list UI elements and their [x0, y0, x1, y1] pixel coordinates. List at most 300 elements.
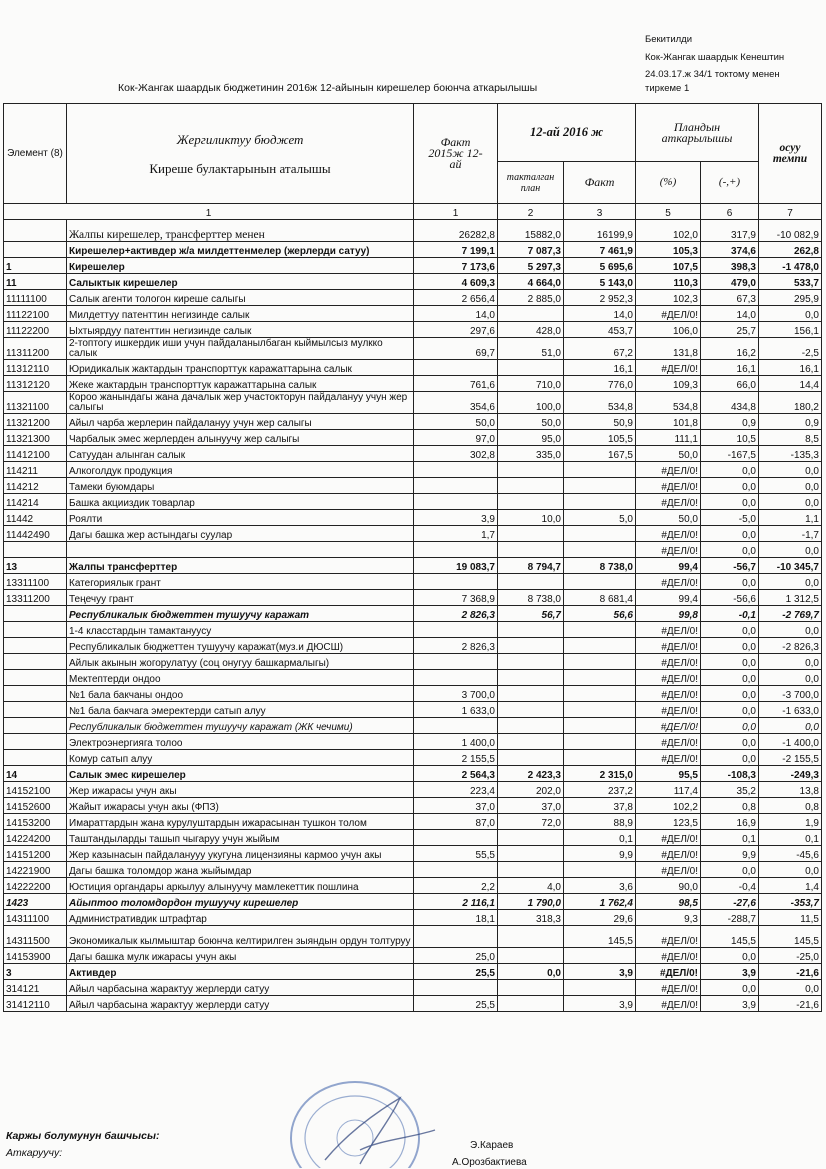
- row-code: 31412110: [4, 996, 67, 1012]
- row-delta: 0,0: [701, 494, 759, 510]
- row-growth: 0,9: [759, 414, 822, 430]
- row-delta: 0,0: [701, 622, 759, 638]
- row-plan: [498, 734, 564, 750]
- index-cell: 5: [636, 204, 701, 220]
- row-plan: 100,0: [498, 392, 564, 414]
- table-row: [4, 894, 822, 910]
- row-fact-2015: [414, 980, 498, 996]
- row-name: Жер казынасын пайдаланууу укугуна лицензияны кармоо учун акы: [67, 846, 414, 862]
- row-code: 11321200: [4, 414, 67, 430]
- row-name: 2-топтогу ишкердик иши учун пайдаланылбаган кыймылсыз мулкко салык: [67, 338, 414, 360]
- header-fact-2015: Факт 2015ж 12-ай: [414, 104, 498, 204]
- row-fact-2015: 37,0: [414, 798, 498, 814]
- row-plan: 335,0: [498, 446, 564, 462]
- row-code: 14222200: [4, 878, 67, 894]
- row-plan: 1 790,0: [498, 894, 564, 910]
- row-fact: 9,9: [564, 846, 636, 862]
- row-name: №1 бала бакчаны ондоо: [67, 686, 414, 702]
- table-row: [4, 574, 822, 590]
- row-name: Республикалык бюджеттен тушуучу каражат(муз.и ДЮСШ): [67, 638, 414, 654]
- row-fact-2015: 97,0: [414, 430, 498, 446]
- row-delta: 0,0: [701, 462, 759, 478]
- row-fact-2015: 2 116,1: [414, 894, 498, 910]
- row-code: [4, 702, 67, 718]
- table-row: [4, 274, 822, 290]
- index-cell: 2: [498, 204, 564, 220]
- row-fact: [564, 862, 636, 878]
- row-percent: 123,5: [636, 814, 701, 830]
- row-percent: #ДЕЛ/0!: [636, 926, 701, 948]
- row-fact: [564, 542, 636, 558]
- row-plan: [498, 638, 564, 654]
- row-percent: 117,4: [636, 782, 701, 798]
- table-row: [4, 360, 822, 376]
- row-name: Жайыт ижарасы учун акы (ФПЗ): [67, 798, 414, 814]
- row-growth: 0,0: [759, 542, 822, 558]
- row-plan: 4,0: [498, 878, 564, 894]
- table-row: [4, 798, 822, 814]
- row-delta: 374,6: [701, 242, 759, 258]
- row-name: Юстиция органдары аркылуу алынуучу мамлекеттик пошлина: [67, 878, 414, 894]
- row-percent: 105,3: [636, 242, 701, 258]
- table-row: [4, 258, 822, 274]
- row-name: Административдик штрафтар: [67, 910, 414, 926]
- row-fact: 105,5: [564, 430, 636, 446]
- row-fact-2015: [414, 654, 498, 670]
- row-fact: 3,6: [564, 878, 636, 894]
- row-fact: 167,5: [564, 446, 636, 462]
- table-row: [4, 782, 822, 798]
- row-code: [4, 750, 67, 766]
- row-code: 11111100: [4, 290, 67, 306]
- row-fact-2015: 25,0: [414, 948, 498, 964]
- table-row: [4, 996, 822, 1012]
- row-percent: 106,0: [636, 322, 701, 338]
- row-code: 11321100: [4, 392, 67, 414]
- row-plan: [498, 846, 564, 862]
- row-delta: 0,0: [701, 670, 759, 686]
- row-percent: #ДЕЛ/0!: [636, 306, 701, 322]
- row-delta: 67,3: [701, 290, 759, 306]
- row-percent: 534,8: [636, 392, 701, 414]
- row-code: [4, 734, 67, 750]
- row-delta: 3,9: [701, 996, 759, 1012]
- row-percent: #ДЕЛ/0!: [636, 964, 701, 980]
- row-delta: 0,0: [701, 718, 759, 734]
- row-percent: #ДЕЛ/0!: [636, 494, 701, 510]
- row-percent: #ДЕЛ/0!: [636, 638, 701, 654]
- row-code: 114214: [4, 494, 67, 510]
- row-delta: 16,9: [701, 814, 759, 830]
- row-name: Салык агенти тологон киреше салыгы: [67, 290, 414, 306]
- row-plan: 56,7: [498, 606, 564, 622]
- table-row: [4, 306, 822, 322]
- row-plan: 428,0: [498, 322, 564, 338]
- row-plan: [498, 478, 564, 494]
- row-fact-2015: [414, 462, 498, 478]
- row-growth: 0,0: [759, 462, 822, 478]
- row-code: 11122200: [4, 322, 67, 338]
- row-growth: -25,0: [759, 948, 822, 964]
- row-delta: 434,8: [701, 392, 759, 414]
- row-fact: 776,0: [564, 376, 636, 392]
- row-fact: 8 681,4: [564, 590, 636, 606]
- row-name: Роялти: [67, 510, 414, 526]
- row-fact: 88,9: [564, 814, 636, 830]
- row-delta: 9,9: [701, 846, 759, 862]
- row-name: Короо жанындагы жана дачалык жер участокторун пайдалануу учун жер салыгы: [67, 392, 414, 414]
- row-code: 11412100: [4, 446, 67, 462]
- row-code: 1423: [4, 894, 67, 910]
- row-plan: [498, 980, 564, 996]
- row-plan: 202,0: [498, 782, 564, 798]
- row-name: Активдер: [67, 964, 414, 980]
- row-fact-2015: 2 826,3: [414, 638, 498, 654]
- row-fact-2015: 223,4: [414, 782, 498, 798]
- row-plan: 8 738,0: [498, 590, 564, 606]
- row-code: 114212: [4, 478, 67, 494]
- row-fact: 8 738,0: [564, 558, 636, 574]
- row-code: [4, 638, 67, 654]
- row-plan: [498, 996, 564, 1012]
- row-percent: 110,3: [636, 274, 701, 290]
- row-code: 11: [4, 274, 67, 290]
- row-fact-2015: 7 368,9: [414, 590, 498, 606]
- table-row: [4, 654, 822, 670]
- row-code: 13: [4, 558, 67, 574]
- row-delta: 14,0: [701, 306, 759, 322]
- row-code: 13311200: [4, 590, 67, 606]
- row-percent: #ДЕЛ/0!: [636, 574, 701, 590]
- row-plan: [498, 670, 564, 686]
- table-row: [4, 814, 822, 830]
- row-fact: 14,0: [564, 306, 636, 322]
- row-fact-2015: 26282,8: [414, 220, 498, 242]
- row-fact-2015: 25,5: [414, 964, 498, 980]
- row-name: Таштандыларды ташып чыгаруу учун жыйым: [67, 830, 414, 846]
- row-fact: [564, 526, 636, 542]
- row-growth: 1,1: [759, 510, 822, 526]
- row-delta: 10,5: [701, 430, 759, 446]
- row-growth: 0,0: [759, 494, 822, 510]
- table-row: [4, 338, 822, 360]
- row-code: 11312110: [4, 360, 67, 376]
- index-cell: 1: [4, 204, 414, 220]
- row-delta: 0,0: [701, 686, 759, 702]
- row-fact: [564, 654, 636, 670]
- row-percent: #ДЕЛ/0!: [636, 462, 701, 478]
- row-name: [67, 542, 414, 558]
- row-fact: 3,9: [564, 996, 636, 1012]
- row-delta: 0,0: [701, 980, 759, 996]
- row-growth: 0,0: [759, 670, 822, 686]
- row-growth: -45,6: [759, 846, 822, 862]
- row-name: Айыл чарбасына жарактуу жерлерди сатуу: [67, 996, 414, 1012]
- row-delta: 16,2: [701, 338, 759, 360]
- row-code: 14224200: [4, 830, 67, 846]
- row-code: 13311100: [4, 574, 67, 590]
- row-plan: [498, 830, 564, 846]
- table-row: [4, 926, 822, 948]
- table-row: [4, 290, 822, 306]
- row-plan: [498, 718, 564, 734]
- row-plan: 5 297,3: [498, 258, 564, 274]
- table-row: [4, 322, 822, 338]
- row-growth: 0,0: [759, 980, 822, 996]
- table-row: [4, 590, 822, 606]
- row-growth: 145,5: [759, 926, 822, 948]
- row-delta: 0,0: [701, 574, 759, 590]
- table-row: [4, 622, 822, 638]
- row-growth: 8,5: [759, 430, 822, 446]
- row-plan: [498, 654, 564, 670]
- table-row: [4, 462, 822, 478]
- table-row: [4, 606, 822, 622]
- approval-line-4: тиркеме 1: [645, 83, 690, 94]
- row-plan: 15882,0: [498, 220, 564, 242]
- table-row: [4, 478, 822, 494]
- row-percent: 98,5: [636, 894, 701, 910]
- row-delta: 317,9: [701, 220, 759, 242]
- row-delta: 35,2: [701, 782, 759, 798]
- row-growth: -2,5: [759, 338, 822, 360]
- row-code: 14221900: [4, 862, 67, 878]
- row-growth: 262,8: [759, 242, 822, 258]
- row-plan: 95,0: [498, 430, 564, 446]
- row-fact-2015: [414, 494, 498, 510]
- row-percent: 109,3: [636, 376, 701, 392]
- row-plan: [498, 750, 564, 766]
- row-name: Электроэнергияга толоо: [67, 734, 414, 750]
- row-fact: 145,5: [564, 926, 636, 948]
- row-percent: #ДЕЛ/0!: [636, 478, 701, 494]
- row-code: 11122100: [4, 306, 67, 322]
- table-row: [4, 242, 822, 258]
- row-delta: 0,0: [701, 702, 759, 718]
- row-growth: -2 826,3: [759, 638, 822, 654]
- row-name: Категориялык грант: [67, 574, 414, 590]
- row-delta: -5,0: [701, 510, 759, 526]
- row-percent: #ДЕЛ/0!: [636, 654, 701, 670]
- row-code: [4, 718, 67, 734]
- row-plan: 51,0: [498, 338, 564, 360]
- table-row: [4, 702, 822, 718]
- row-percent: #ДЕЛ/0!: [636, 750, 701, 766]
- row-delta: 0,0: [701, 750, 759, 766]
- row-delta: 0,0: [701, 526, 759, 542]
- header-fact: Факт: [564, 162, 636, 204]
- row-growth: -10 345,7: [759, 558, 822, 574]
- row-fact-2015: [414, 622, 498, 638]
- row-name: Экономикалык кылмыштар боюнча келтирилген зыяндын ордун толтуруу: [67, 926, 414, 948]
- row-plan: [498, 306, 564, 322]
- row-plan: [498, 462, 564, 478]
- row-percent: 99,8: [636, 606, 701, 622]
- row-name: Салык эмес кирешелер: [67, 766, 414, 782]
- row-growth: 0,0: [759, 718, 822, 734]
- row-percent: 101,8: [636, 414, 701, 430]
- row-fact-2015: 2 155,5: [414, 750, 498, 766]
- header-execution: Пландын аткарылышы: [636, 104, 759, 162]
- row-plan: [498, 926, 564, 948]
- row-delta: 3,9: [701, 964, 759, 980]
- row-growth: 0,0: [759, 622, 822, 638]
- row-delta: 0,8: [701, 798, 759, 814]
- row-percent: #ДЕЛ/0!: [636, 542, 701, 558]
- table-row: [4, 734, 822, 750]
- footer-role-executor: Аткаруучу:: [6, 1147, 63, 1159]
- header-budget: [67, 104, 414, 204]
- row-code: 14152100: [4, 782, 67, 798]
- row-fact: 534,8: [564, 392, 636, 414]
- row-percent: #ДЕЛ/0!: [636, 702, 701, 718]
- row-code: [4, 220, 67, 242]
- row-delta: 0,0: [701, 734, 759, 750]
- row-name: 1-4 класстардын тамактануусу: [67, 622, 414, 638]
- row-fact: [564, 686, 636, 702]
- row-growth: 0,1: [759, 830, 822, 846]
- row-fact-2015: 3,9: [414, 510, 498, 526]
- header-element: Элемент (8): [4, 104, 67, 204]
- row-code: [4, 654, 67, 670]
- row-code: 14152600: [4, 798, 67, 814]
- row-plan: 7 087,3: [498, 242, 564, 258]
- row-growth: 0,0: [759, 306, 822, 322]
- row-plan: [498, 526, 564, 542]
- row-percent: #ДЕЛ/0!: [636, 846, 701, 862]
- row-name: Мектептерди ондоо: [67, 670, 414, 686]
- row-name: Кирешелер: [67, 258, 414, 274]
- row-growth: 0,0: [759, 478, 822, 494]
- row-percent: 99,4: [636, 558, 701, 574]
- row-fact-2015: 55,5: [414, 846, 498, 862]
- row-fact: [564, 494, 636, 510]
- row-plan: 50,0: [498, 414, 564, 430]
- row-fact: [564, 750, 636, 766]
- row-percent: 50,0: [636, 510, 701, 526]
- row-delta: -108,3: [701, 766, 759, 782]
- row-fact: 50,9: [564, 414, 636, 430]
- row-name: Айлык акынын жогорулатуу (соц онугуу башкармалыгы): [67, 654, 414, 670]
- row-fact: [564, 980, 636, 996]
- row-fact-2015: [414, 926, 498, 948]
- row-fact: [564, 478, 636, 494]
- row-plan: [498, 686, 564, 702]
- row-fact: 237,2: [564, 782, 636, 798]
- row-fact-2015: 1 633,0: [414, 702, 498, 718]
- row-growth: 0,0: [759, 862, 822, 878]
- row-fact: 453,7: [564, 322, 636, 338]
- row-plan: [498, 542, 564, 558]
- row-name: Тамеки буюмдары: [67, 478, 414, 494]
- row-delta: 145,5: [701, 926, 759, 948]
- row-code: 314121: [4, 980, 67, 996]
- row-code: 14153900: [4, 948, 67, 964]
- row-fact: 37,8: [564, 798, 636, 814]
- row-growth: 11,5: [759, 910, 822, 926]
- table-row: [4, 878, 822, 894]
- row-fact-2015: [414, 574, 498, 590]
- row-delta: 0,9: [701, 414, 759, 430]
- row-growth: 180,2: [759, 392, 822, 414]
- row-growth: 0,8: [759, 798, 822, 814]
- row-code: 14153200: [4, 814, 67, 830]
- table-row: [4, 670, 822, 686]
- row-growth: 13,8: [759, 782, 822, 798]
- row-percent: 90,0: [636, 878, 701, 894]
- table-row: [4, 542, 822, 558]
- row-growth: -135,3: [759, 446, 822, 462]
- row-name: Республикалык бюджеттен тушуучу каражат (ЖК чечими): [67, 718, 414, 734]
- row-name: Жалпы кирешелер, трансферттер менен: [67, 220, 414, 242]
- row-delta: 479,0: [701, 274, 759, 290]
- table-row: [4, 686, 822, 702]
- row-delta: 16,1: [701, 360, 759, 376]
- row-plan: 710,0: [498, 376, 564, 392]
- row-fact: 5,0: [564, 510, 636, 526]
- row-plan: [498, 702, 564, 718]
- footer-role-head: Каржы болумунун башчысы:: [6, 1130, 160, 1142]
- row-fact-2015: 14,0: [414, 306, 498, 322]
- row-name: Айыл чарбасына жарактуу жерлерди сатуу: [67, 980, 414, 996]
- approval-line-2: Кок-Жангак шаардык Кенештин: [645, 52, 785, 63]
- row-fact: [564, 670, 636, 686]
- row-fact-2015: 2 564,3: [414, 766, 498, 782]
- table-row: [4, 430, 822, 446]
- row-fact-2015: [414, 862, 498, 878]
- signatory-name-2: А.Орозбактиева: [452, 1157, 527, 1168]
- row-fact-2015: [414, 830, 498, 846]
- row-fact-2015: [414, 718, 498, 734]
- row-fact: 67,2: [564, 338, 636, 360]
- row-name: Комур сатып алуу: [67, 750, 414, 766]
- row-name: Жалпы трансферттер: [67, 558, 414, 574]
- row-code: 11312120: [4, 376, 67, 392]
- row-fact: 5 695,6: [564, 258, 636, 274]
- document-title: Кок-Жангак шаардык бюджетинин 2016ж 12-айынын кирешелер боюнча аткарылышы: [118, 82, 538, 94]
- header-growth: осуу темпи: [759, 104, 822, 204]
- row-name: Милдеттуу патенттин негизинде салык: [67, 306, 414, 322]
- row-code: 3: [4, 964, 67, 980]
- row-name: Республикалык бюджеттен тушуучу каражат: [67, 606, 414, 622]
- row-fact-2015: 4 609,3: [414, 274, 498, 290]
- row-fact: 56,6: [564, 606, 636, 622]
- table-row: [4, 494, 822, 510]
- row-fact: 2 952,3: [564, 290, 636, 306]
- row-percent: 131,8: [636, 338, 701, 360]
- row-delta: 0,0: [701, 542, 759, 558]
- row-fact: [564, 734, 636, 750]
- row-fact: 5 143,0: [564, 274, 636, 290]
- row-delta: -0,1: [701, 606, 759, 622]
- row-growth: 533,7: [759, 274, 822, 290]
- row-name: Айыл чарба жерлерин пайдалануу учун жер салыгы: [67, 414, 414, 430]
- table-row: [4, 510, 822, 526]
- row-percent: #ДЕЛ/0!: [636, 980, 701, 996]
- row-name: Дагы башка жер астындагы суулар: [67, 526, 414, 542]
- row-plan: 72,0: [498, 814, 564, 830]
- row-percent: 102,3: [636, 290, 701, 306]
- row-delta: 66,0: [701, 376, 759, 392]
- row-growth: 1 312,5: [759, 590, 822, 606]
- table-row: [4, 638, 822, 654]
- row-plan: [498, 948, 564, 964]
- row-growth: -10 082,9: [759, 220, 822, 242]
- row-name: Имараттардын жана курулуштардын ижарасынан тушкон толом: [67, 814, 414, 830]
- row-code: [4, 670, 67, 686]
- row-fact: [564, 948, 636, 964]
- row-growth: 1,4: [759, 878, 822, 894]
